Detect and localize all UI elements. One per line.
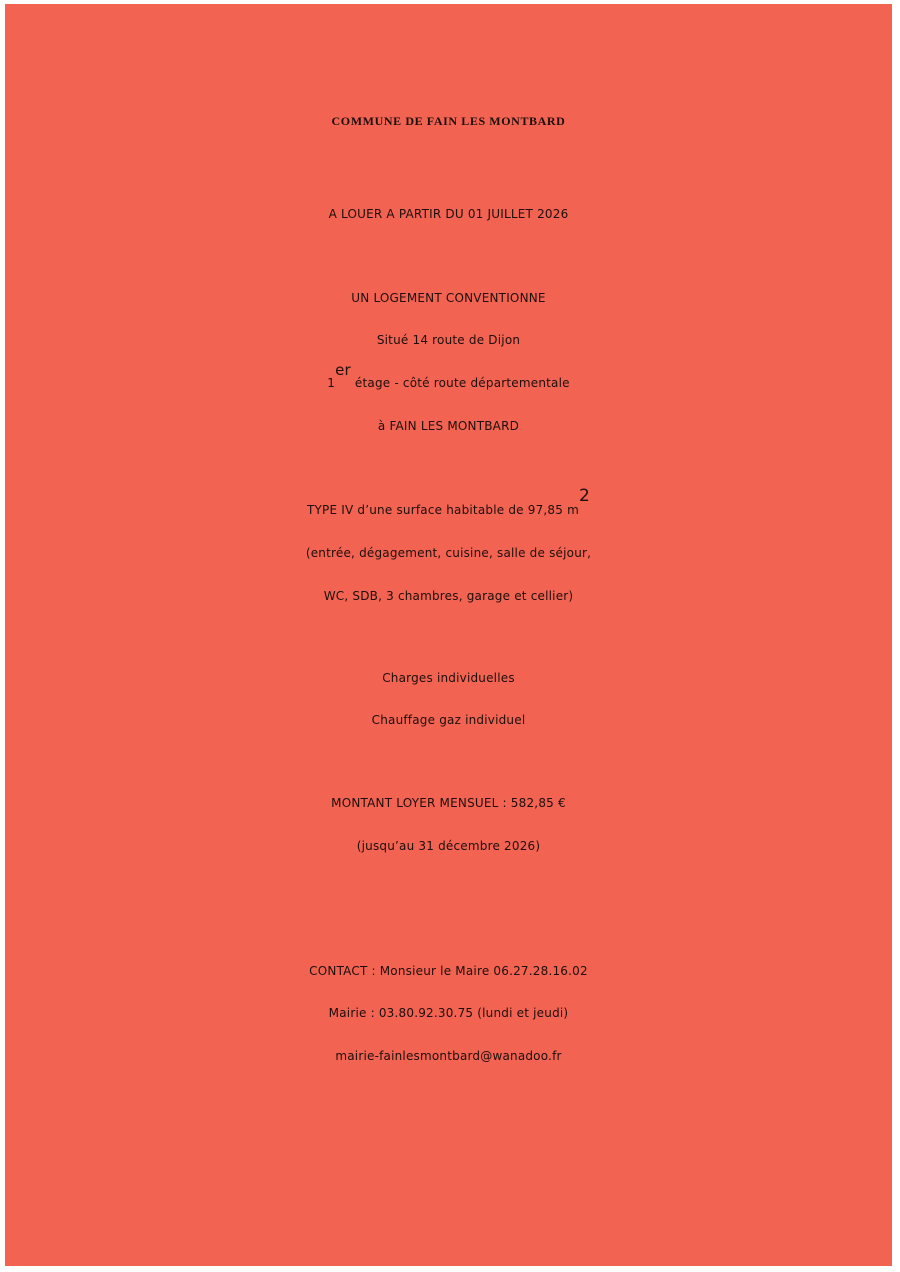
rent-validity: (jusqu’au 31 décembre 2026): [356, 839, 541, 853]
type-surface-text: TYPE IV d’une surface habitable de 97,85 m: [306, 503, 580, 517]
area-unit-exponent: 2: [579, 486, 591, 506]
rooms-line-1: (entrée, dégagement, cuisine, salle de séjour,: [305, 546, 592, 560]
contact-town-hall: Mairie : 03.80.92.30.75 (lundi et jeudi): [328, 1006, 569, 1020]
property-address: Situé 14 route de Dijon: [376, 333, 521, 347]
rooms-line-2: WC, SDB, 3 chambres, garage et cellier): [323, 589, 574, 603]
property-town: à FAIN LES MONTBARD: [377, 419, 520, 433]
property-floor: [5, 361, 892, 401]
monthly-rent: MONTANT LOYER MENSUEL : 582,85 €: [331, 796, 566, 810]
charges-line-1: Charges individuelles: [382, 671, 515, 685]
type-surface: [5, 486, 892, 528]
contact-email: mairie-fainlesmontbard@wanadoo.fr: [335, 1049, 562, 1063]
contact-mayor: CONTACT : Monsieur le Maire 06.27.28.16.02: [309, 964, 588, 978]
charges-line-2: Chauffage gaz individuel: [371, 713, 526, 727]
rental-notice-sheet: [5, 4, 892, 1266]
floor-number: 1: [327, 376, 336, 390]
property-heading: UN LOGEMENT CONVENTIONNE: [351, 291, 546, 305]
commune-title: COMMUNE DE FAIN LES MONTBARD: [331, 114, 566, 128]
floor-description: étage - côté route départementale: [350, 376, 570, 390]
floor-suffix: er: [335, 361, 351, 379]
availability-date: A LOUER A PARTIR DU 01 JUILLET 2026: [328, 207, 569, 221]
